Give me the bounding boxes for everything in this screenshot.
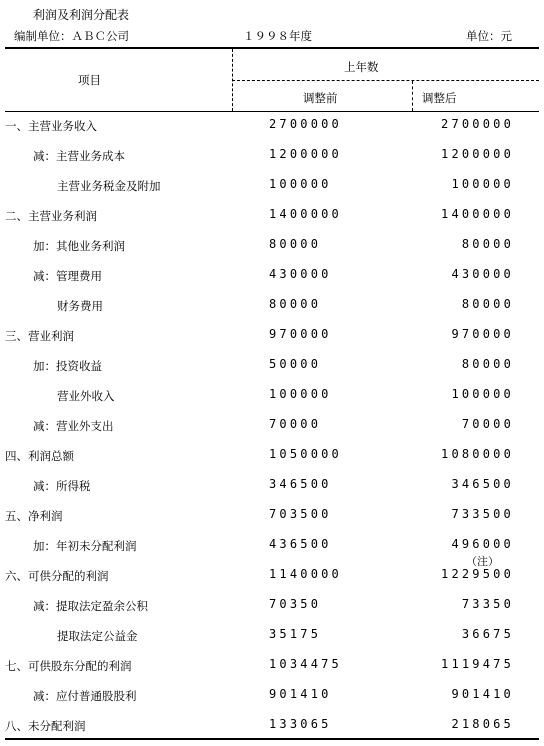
header-subdivider <box>232 80 539 81</box>
row-label: 八、未分配利润 <box>5 719 86 733</box>
value-before: 80000 <box>269 237 322 251</box>
value-after: 430000 <box>451 267 514 281</box>
row-label: 减：营业外支出 <box>33 419 114 433</box>
table-bottom-border <box>5 738 539 740</box>
value-after: 1119475 <box>441 657 514 671</box>
row-label: 二、主营业务利润 <box>5 209 97 223</box>
value-before: 436500 <box>269 537 332 551</box>
value-before: 50000 <box>269 357 322 371</box>
value-before: 70350 <box>269 597 322 611</box>
value-before: 901410 <box>269 687 332 701</box>
document-title: 利润及利润分配表 <box>33 8 130 22</box>
value-before: 2700000 <box>269 117 342 131</box>
value-before: 100000 <box>269 177 332 191</box>
row-label: 减：应付普通股股利 <box>33 689 137 703</box>
value-before: 80000 <box>269 297 322 311</box>
value-after: 1229500 <box>441 567 514 581</box>
value-after: 73350 <box>461 597 514 611</box>
value-after: 100000 <box>451 177 514 191</box>
value-after: 346500 <box>451 477 514 491</box>
value-before: 1200000 <box>269 147 342 161</box>
row-label: 三、营业利润 <box>5 329 74 343</box>
row-label: 七、可供股东分配的利润 <box>5 659 132 673</box>
value-after: 1400000 <box>441 207 514 221</box>
value-before: 1050000 <box>269 447 342 461</box>
row-label: 加：投资收益 <box>33 359 102 373</box>
row-label: 财务费用 <box>57 299 103 313</box>
value-before: 970000 <box>269 327 332 341</box>
row-label: 六、可供分配的利润 <box>5 569 109 583</box>
row-label: 减：所得税 <box>33 479 91 493</box>
value-after: 733500 <box>451 507 514 521</box>
value-before: 35175 <box>269 627 322 641</box>
value-after: 80000 <box>461 237 514 251</box>
fiscal-year: １９９８年度 <box>243 29 312 43</box>
header-item: 项目 <box>78 73 101 87</box>
header-after-adjustment: 调整后 <box>422 91 457 105</box>
value-after: 496000 <box>451 537 514 551</box>
note-marker: （注） <box>466 555 499 568</box>
value-before: 346500 <box>269 477 332 491</box>
row-label: 营业外收入 <box>57 389 115 403</box>
value-before: 703500 <box>269 507 332 521</box>
value-after: 36675 <box>461 627 514 641</box>
header-bottom-border <box>5 111 539 112</box>
value-after: 2700000 <box>441 117 514 131</box>
value-before: 430000 <box>269 267 332 281</box>
row-label: 五、净利润 <box>5 509 63 523</box>
value-after: 70000 <box>461 417 514 431</box>
currency-unit: 单位：元 <box>466 29 512 43</box>
value-after: 1200000 <box>441 147 514 161</box>
value-before: 1400000 <box>269 207 342 221</box>
compiling-unit: 编制单位：ＡＢＣ公司 <box>14 29 129 43</box>
row-label: 主营业务税金及附加 <box>57 179 161 193</box>
row-label: 加：其他业务利润 <box>33 239 125 253</box>
row-label: 提取法定公益金 <box>57 629 138 643</box>
value-before: 1034475 <box>269 657 342 671</box>
row-label: 减：主营业务成本 <box>33 149 125 163</box>
value-after: 1080000 <box>441 447 514 461</box>
value-after: 970000 <box>451 327 514 341</box>
value-before: 100000 <box>269 387 332 401</box>
value-after: 218065 <box>451 717 514 731</box>
header-prior-year: 上年数 <box>344 60 379 74</box>
row-label: 一、主营业务收入 <box>5 119 97 133</box>
row-label: 加：年初未分配利润 <box>33 539 137 553</box>
header-before-adjustment: 调整前 <box>303 91 338 105</box>
table-top-border <box>5 47 539 49</box>
value-after: 100000 <box>451 387 514 401</box>
value-after: 901410 <box>451 687 514 701</box>
row-label: 减：管理费用 <box>33 269 102 283</box>
value-before: 70000 <box>269 417 322 431</box>
value-before: 1140000 <box>269 567 342 581</box>
value-before: 133065 <box>269 717 332 731</box>
value-after: 80000 <box>461 357 514 371</box>
header-column-divider <box>412 81 413 111</box>
value-after: 80000 <box>461 297 514 311</box>
row-label: 四、利润总额 <box>5 449 74 463</box>
row-label: 减：提取法定盈余公积 <box>33 599 148 613</box>
